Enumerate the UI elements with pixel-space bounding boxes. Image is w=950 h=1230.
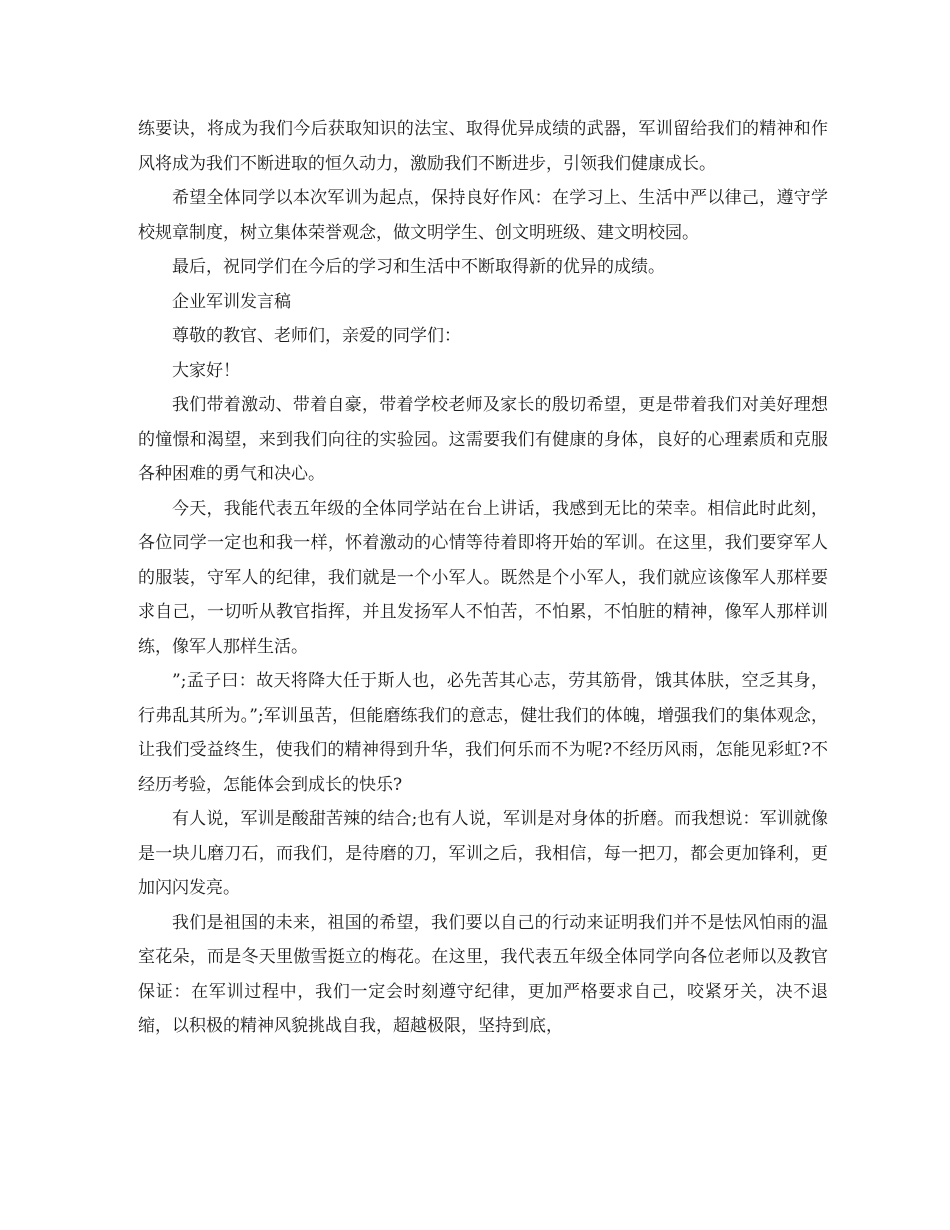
paragraph-today: 今天，我能代表五年级的全体同学站在台上讲话，我感到无比的荣幸。相信此时此刻，各位同学一定也和我一样，怀着激动的心情等待着即将开始的军训。在这里，我们要穿军人的服装，守军人的纪律，我们就是一个小军人。既然是个小军人，我们就应该像军人那样要求自己，一切听从教官指挥，并且发扬军人不怕苦，不怕累，不怕脏的精神，像军人那样训练，像军人那样生活。 <box>138 498 828 657</box>
salutation: 尊敬的教官、老师们，亲爱的同学们： <box>172 326 461 346</box>
document-body <box>138 112 828 1044</box>
paragraph-continued-intro: 练要诀，将成为我们今后获取知识的法宝、取得优异成绩的武器，军训留给我们的精神和作风将成为我们不断进取的恒久动力，激励我们不断进步，引领我们健康成长。 <box>138 119 828 174</box>
paragraph-whetstone: 有人说，军训是酸甜苦辣的结合;也有人说，军训是对身体的折磨。而我想说：军训就像是一块儿磨刀石，而我们，是待磨的刀，军训之后，我相信，每一把刀，都会更加锋利，更加闪闪发亮。 <box>138 809 828 898</box>
paragraph-mencius-quote: ”;孟子曰：故天将降大任于斯人也，必先苦其心志，劳其筋骨，饿其体肤，空乏其身，行弗乱其所为。”;军训虽苦，但能磨练我们的意志，健壮我们的体魄，增强我们的集体观念，让我们受益终生，使我们的精神得到升华，我们何乐而不为呢?不经历风雨，怎能见彩虹?不经历考验，怎能体会到成长的快乐? <box>138 671 828 795</box>
paragraph-arrival: 我们带着激动、带着自豪，带着学校老师及家长的殷切希望，更是带着我们对美好理想的憧憬和渴望，来到我们向往的实验园。这需要我们有健康的身体，良好的心理素质和克服各种困难的勇气和决心。 <box>138 395 828 484</box>
greeting: 大家好！ <box>172 360 240 381</box>
paragraph-hope: 希望全体同学以本次军训为起点，保持良好作风：在学习上、生活中严以律己，遵守学校规章制度，树立集体荣誉观念，做文明学生、创文明班级、建文明校园。 <box>138 188 828 243</box>
paragraph-closing-wish: 最后，祝同学们在今后的学习和生活中不断取得新的优异的成绩。 <box>172 257 665 277</box>
paragraph-future: 我们是祖国的未来，祖国的希望，我们要以自己的行动来证明我们并不是怯风怕雨的温室花朵，而是冬天里傲雪挺立的梅花。在这里，我代表五年级全体同学向各位老师以及教官保证：在军训过程中，我们一定会时刻遵守纪律，更加严格要求自己，咬紧牙关，决不退缩，以积极的精神风貌挑战自我，超越极限，坚持到底， <box>138 912 828 1036</box>
section-title: 企业军训发言稿 <box>172 291 291 312</box>
